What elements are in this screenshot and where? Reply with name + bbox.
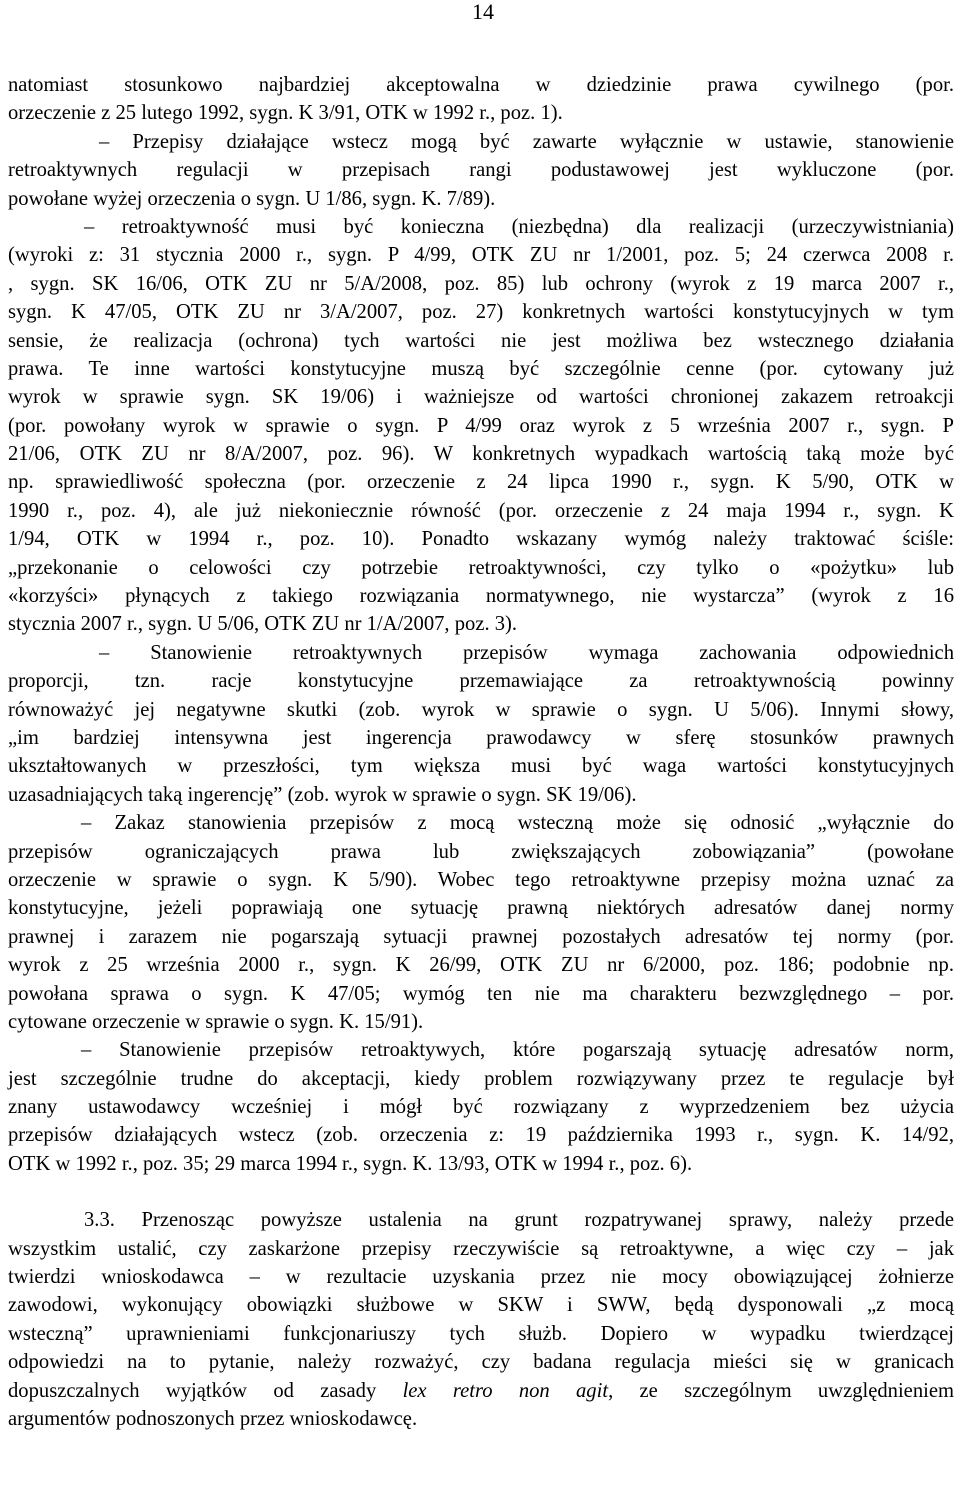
text-line: przepisów działających wstecz (zob. orzeczenia z: 19 października 1993 r., sygn. K. 14/92, <box>8 1124 954 1147</box>
text-line: sensie, że realizacja (ochrona) tych wartości nie jest możliwa bez wstecznego działania <box>8 329 954 352</box>
text-line: OTK w 1992 r., poz. 35; 29 marca 1994 r., sygn. K. 13/93, OTK w 1994 r., poz. 6). <box>8 1152 693 1175</box>
text-line: przepisów ograniczających prawa lub zwiększających zobowiązania” (powołane <box>8 840 954 863</box>
text-line: «korzyści» płynących z takiego rozwiązania normatywnego, nie wystarcza” (wyrok z 16 <box>8 585 954 608</box>
text-line: stycznia 2007 r., sygn. U 5/06, OTK ZU nr 1/A/2007, poz. 3). <box>8 613 518 636</box>
text-line: (por. powołany wyrok w sprawie o sygn. P 4/99 oraz wyrok z 5 września 2007 r., sygn. P <box>8 414 954 437</box>
text-line: – Stanowienie retroaktywnych przepisów wymaga zachowania odpowiednich <box>99 641 954 664</box>
text-line-with-latin-maxim <box>8 1377 954 1405</box>
text-line: orzeczenie w sprawie o sygn. K 5/90). Wobec tego retroaktywne przepisy można uznać za <box>8 868 954 891</box>
text-line: ukształtowanych w przeszłości, tym większa musi być waga wartości konstytucyjnych <box>8 755 954 778</box>
text-line: jest szczególnie trudne do akceptacji, kiedy problem rozwiązywany przez te regulacje był <box>8 1067 954 1090</box>
text-line: wsteczną” uprawnieniami funkcjonariuszy tych służb. Dopiero w wypadku twierdzącej <box>8 1322 954 1345</box>
text-line: sygn. K 47/05, OTK ZU nr 3/A/2007, poz. 27) konkretnych wartości konstytucyjnych w tym <box>8 301 954 324</box>
text-line: cytowane orzeczenie w sprawie o sygn. K. 15/91). <box>8 1010 424 1033</box>
text-line: zawodowi, wykonujący obowiązki służbowe w SKW i SWW, będą dysponowali „z mocą <box>8 1294 954 1317</box>
text-line: twierdzi wnioskodawca – w rezultacie uzyskania przez nie mocy obowiązującej żołnierze <box>8 1266 954 1289</box>
text-line: , sygn. SK 16/06, OTK ZU nr 5/A/2008, poz. 85) lub ochrony (wyrok z 19 marca 2007 r., <box>8 272 954 295</box>
text-line: znany ustawodawcy wcześniej i mógł być rozwiązany z wyprzedzeniem bez użycia <box>8 1096 954 1119</box>
page-number: 14 <box>472 0 494 24</box>
text-line: powołane wyżej orzeczenia o sygn. U 1/86, sygn. K. 7/89). <box>8 187 496 210</box>
document-body <box>8 71 954 1433</box>
text-line: równoważyć jej negatywne skutki (zob. wyrok w sprawie o sygn. U 5/06). Innymi słowy, <box>8 698 954 721</box>
line-fragment: , ze szczególnym uwzględnieniem <box>608 1379 954 1402</box>
text-line: wyrok z 25 września 2000 r., sygn. K 26/99, OTK ZU nr 6/2000, poz. 186; podobnie np. <box>8 954 954 977</box>
text-line: 3.3. Przenosząc powyższe ustalenia na grunt rozpatrywanej sprawy, należy przede <box>84 1209 954 1232</box>
text-line: „przekonanie o celowości czy potrzebie retroaktywności, czy tylko o «pożytku» lub <box>8 556 954 579</box>
text-line: uzasadniających taką ingerencję” (zob. wyrok w sprawie o sygn. SK 19/06). <box>8 783 637 806</box>
text-line: orzeczenie z 25 lutego 1992, sygn. K 3/91, OTK w 1992 r., poz. 1). <box>8 102 563 125</box>
text-line: argumentów podnoszonych przez wnioskodawcę. <box>8 1407 418 1430</box>
text-line: – Zakaz stanowienia przepisów z mocą wsteczną może się odnosić „wyłącznie do <box>81 812 954 835</box>
text-line: prawnej i zarazem nie pogarszają sytuacji prawnej pozostałych adresatów tej normy (por. <box>8 925 954 948</box>
paragraph-gap <box>8 1178 954 1206</box>
text-line: natomiast stosunkowo najbardziej akceptowalna w dziedzinie prawa cywilnego (por. <box>8 74 954 96</box>
text-line: – Stanowienie przepisów retroaktywych, które pogarszają sytuację adresatów norm, <box>81 1039 954 1062</box>
text-line: odpowiedzi na to pytanie, należy rozważyć, czy badana regulacja mieści się w granicach <box>8 1351 954 1374</box>
text-line: – retroaktywność musi być konieczna (niezbędna) dla realizacji (urzeczywistniania) <box>84 215 954 238</box>
text-line: „im bardziej intensywna jest ingerencja prawodawcy w sferę stosunków prawnych <box>8 726 954 749</box>
latin-maxim: lex retro non agit <box>402 1379 609 1402</box>
text-line: wyrok w sprawie sygn. SK 19/06) i ważniejsze od wartości chronionej zakazem retroakcji <box>8 386 954 409</box>
text-line: 21/06, OTK ZU nr 8/A/2007, poz. 96). W konkretnych wypadkach wartością taką może być <box>8 443 954 466</box>
text-line: 1/94, OTK w 1994 r., poz. 10). Ponadto wskazany wymóg należy traktować ściśle: <box>8 528 954 551</box>
text-line: proporcji, tzn. racje konstytucyjne przemawiające za retroaktywnością powinny <box>8 670 954 693</box>
text-line: 1990 r., poz. 4), ale już niekoniecznie równość (por. orzeczenie z 24 maja 1994 r., sygn. K <box>8 499 954 522</box>
text-line: wszystkim ustalić, czy zaskarżone przepisy rzeczywiście są retroaktywne, a więc czy – jak <box>8 1237 954 1260</box>
text-line: prawa. Te inne wartości konstytucyjne muszą być szczególnie cenne (por. cytowany już <box>8 357 954 380</box>
line-fragment: dopuszczalnych wyjątków od zasady <box>8 1379 403 1402</box>
text-line: retroaktywnych regulacji w przepisach rangi podustawowej jest wykluczone (por. <box>8 159 954 182</box>
text-line: – Przepisy działające wstecz mogą być zawarte wyłącznie w ustawie, stanowienie <box>99 130 954 153</box>
text-line: np. sprawiedliwość społeczna (por. orzeczenie z 24 lipca 1990 r., sygn. K 5/90, OTK w <box>8 471 954 494</box>
text-line: powołana sprawa o sygn. K 47/05; wymóg ten nie ma charakteru bezwzględnego – por. <box>8 982 954 1005</box>
text-line: (wyroki z: 31 stycznia 2000 r., sygn. P 4/99, OTK ZU nr 1/2001, poz. 5; 24 czerwca 2008 r. <box>8 244 954 267</box>
text-line: konstytucyjne, jeżeli poprawiają one sytuację prawną niektórych adresatów danej normy <box>8 897 954 920</box>
